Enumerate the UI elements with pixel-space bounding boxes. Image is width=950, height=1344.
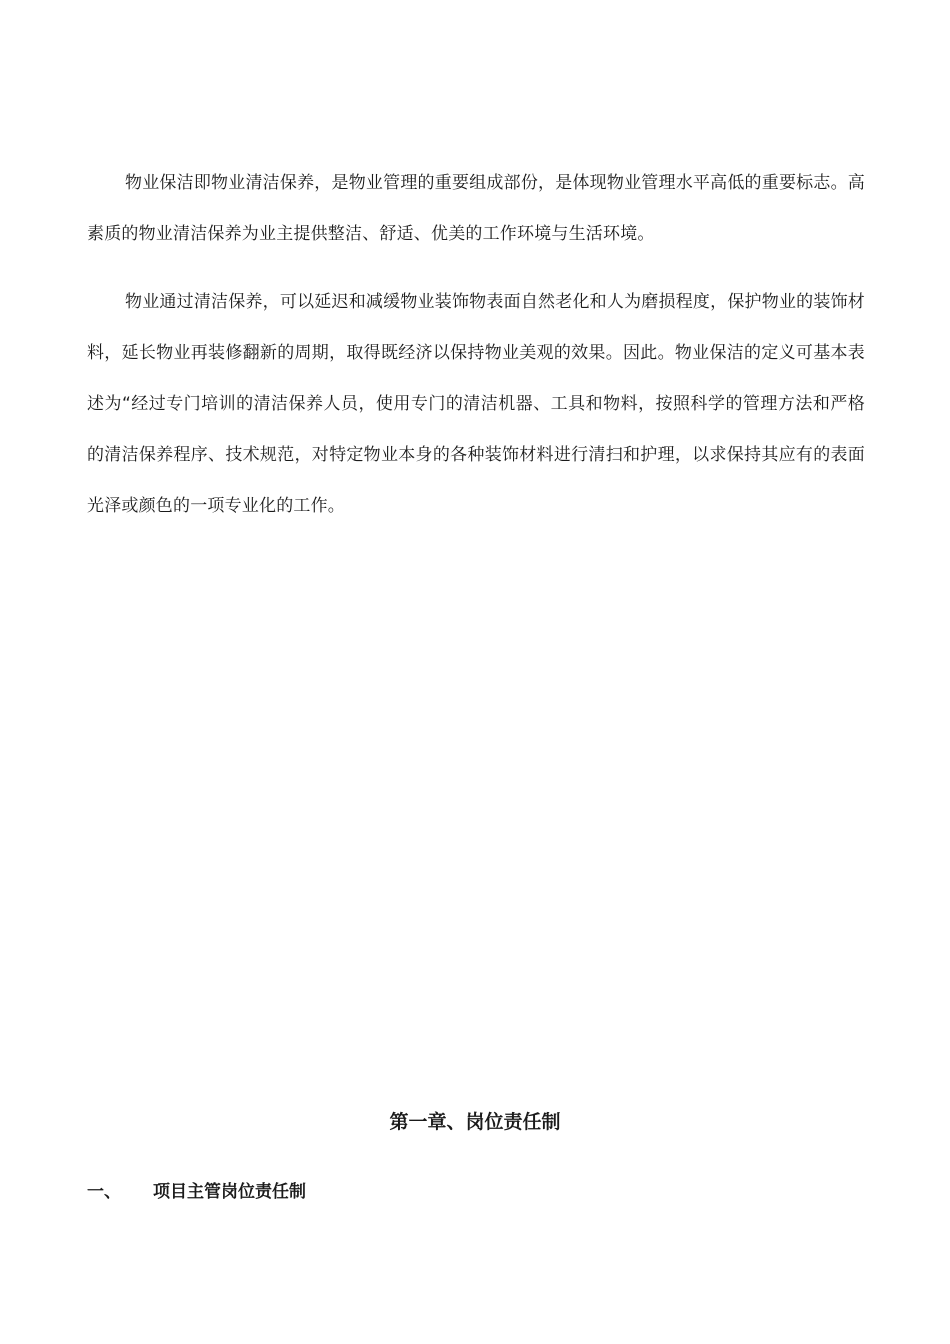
section-title: 项目主管岗位责任制 <box>153 1182 306 1202</box>
intro-paragraph-2: 物业通过清洁保养，可以延迟和减缓物业装饰物表面自然老化和人为磨损程度，保护物业的装饰材料，延长物业再装修翻新的周期，取得既经济以保持物业美观的效果。因此。物业保洁的定义可基本表述为“经过专门培训的清洁保养人员，使用专门的清洁机器、工具和物料，按照科学的管理方法和严格的清洁保养程序、技术规范，对特定物业本身的各种装饰材料进行清扫和护理，以求保持其应有的表面光泽或颜色的一项专业化的工作。 <box>87 292 865 516</box>
section-number: 一、 <box>87 1182 121 1202</box>
chapter-title: 第一章、岗位责任制 <box>389 1111 561 1133</box>
section-heading <box>87 1177 306 1207</box>
intro-paragraph-1: 物业保洁即物业清洁保养，是物业管理的重要组成部份，是体现物业管理水平高低的重要标志。高素质的物业清洁保养为业主提供整洁、舒适、优美的工作环境与生活环境。 <box>87 173 865 244</box>
